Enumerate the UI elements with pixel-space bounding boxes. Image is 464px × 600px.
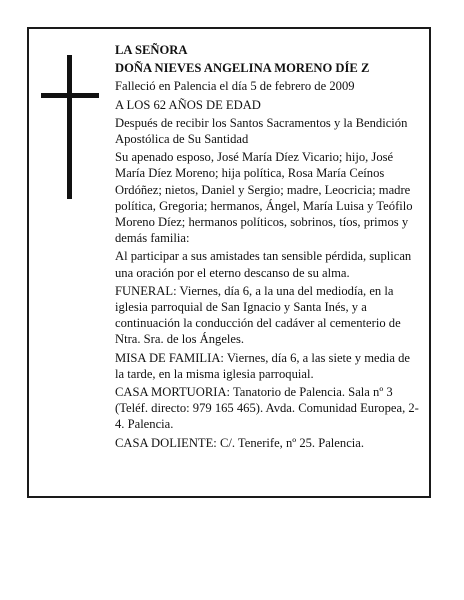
request-paragraph: Al participar a sus amistades tan sensible pérdida, suplican una oración por el eterno descanso de su alma. — [115, 249, 412, 280]
age-line: A LOS 62 AÑOS DE EDAD — [115, 97, 261, 112]
family-paragraph: Su apenado esposo, José María Díez Vicario; hijo, José María Díez Moreno; hija política, Rosa María Ceínos Ordóñez; nietos, Daniel y Sergio; madre, Leocricia; madre política, Gregoria; hermanos, Ángel, María Luisa y Teófilo Moreno Díez; hermanos políticos, sobrinos, tíos, primos y demás familia: — [115, 150, 413, 246]
cross-icon — [41, 55, 101, 225]
notice-title: LA SEÑORA — [115, 43, 188, 57]
sacraments-paragraph: Después de recibir los Santos Sacramentos y la Bendición Apostólica de Su Santidad — [115, 115, 408, 147]
deceased-name: DOÑA NIEVES ANGELINA MORENO DÍE Z — [115, 61, 370, 76]
death-line: Falleció en Palencia el día 5 de febrero de 2009 — [115, 79, 355, 94]
home-paragraph: CASA DOLIENTE: C/. Tenerife, nº 25. Palencia. — [115, 435, 365, 450]
cross-vertical-bar — [67, 55, 72, 199]
family-mass-paragraph: MISA DE FAMILIA: Viernes, día 6, a las siete y media de la tarde, en la misma iglesia parroquial. — [115, 350, 411, 381]
notice-text — [115, 42, 421, 453]
obituary-notice — [27, 27, 431, 498]
funeral-paragraph: FUNERAL: Viernes, día 6, a la una del mediodía, en la iglesia parroquial de San Ignacio y Santa Inés, y a continuación la conducción del cadáver al cementerio de Ntra. Sra. de los Ángeles. — [115, 283, 401, 347]
cross-horizontal-bar — [41, 93, 99, 98]
funeral-home-paragraph: CASA MORTUORIA: Tanatorio de Palencia. Sala nº 3 (Teléf. directo: 979 165 465). Avda. Comunidad Europea, 2-4. Palencia. — [115, 385, 419, 432]
